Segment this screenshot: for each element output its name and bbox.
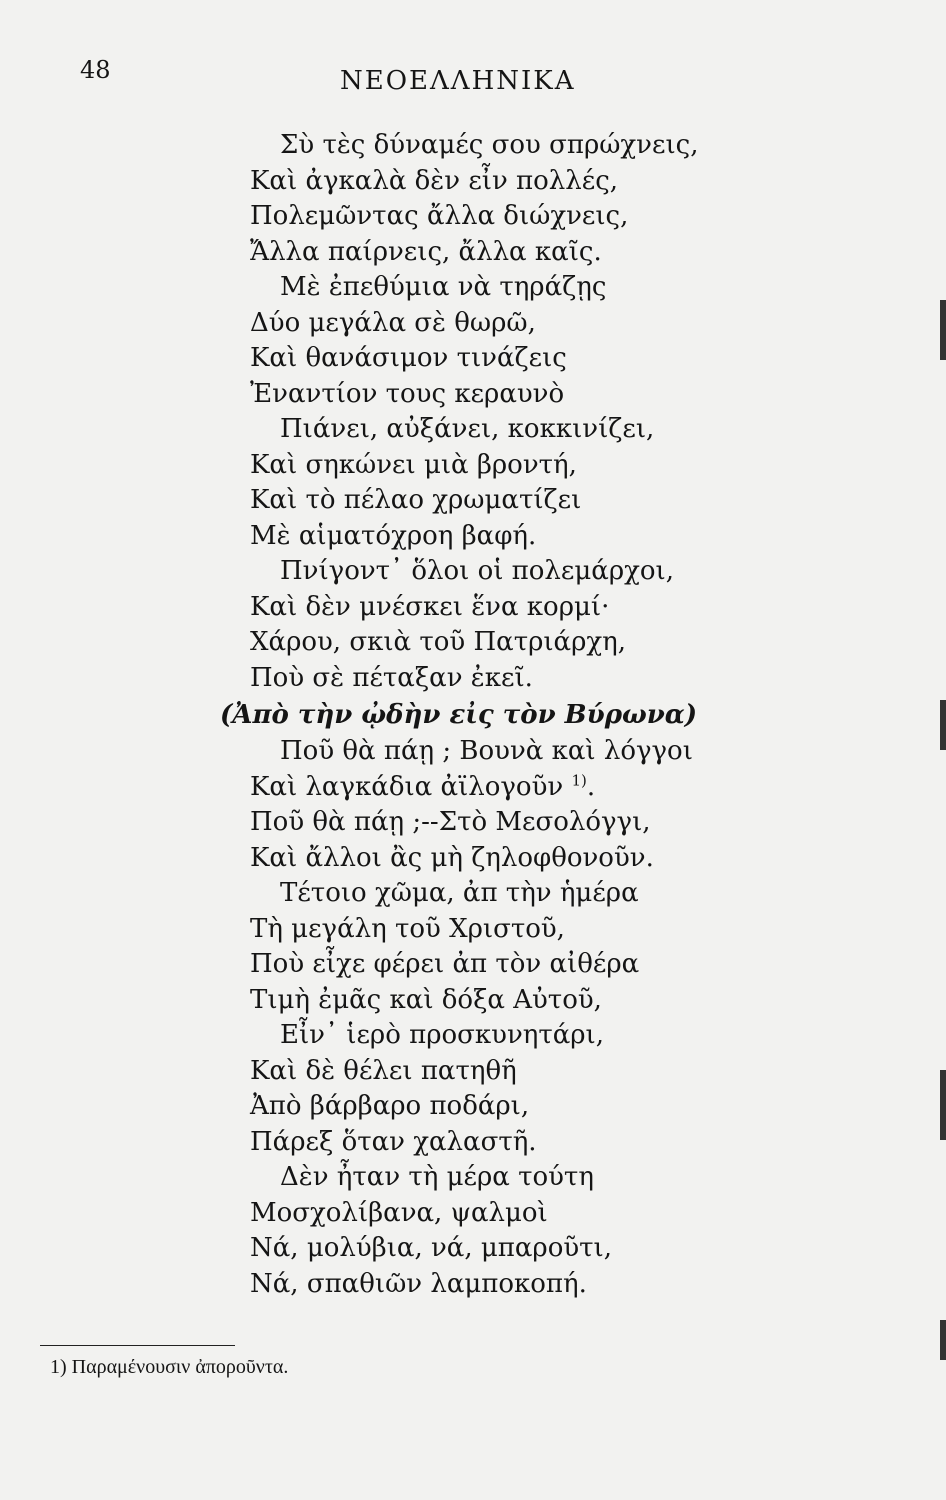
- running-head: ΝΕΟΕΛΛΗΝΙΚΑ: [340, 66, 576, 96]
- verse-line: Ποὺ εἶχε φέρει ἀπ τὸν αἰθέρα: [250, 949, 640, 979]
- verse-line: Καὶ δὲ θέλει πατηθῆ: [250, 1055, 517, 1086]
- verse-line: Ἄλλα παίρνεις, ἄλλα καῖς.: [250, 236, 602, 267]
- stanza: [250, 554, 890, 696]
- verse-line: Σὺ τὲς δύναμές σου σπρώχνεις,: [280, 130, 699, 160]
- verse-line: Ποῦ θὰ πάῃ ;--Στὸ Μεσολόγγι,: [250, 807, 651, 837]
- stanza: [250, 128, 890, 270]
- verse-line: Δύο μεγάλα σὲ θωρῶ,: [250, 307, 536, 338]
- verse-punctuation: .: [586, 771, 596, 802]
- scan-edge-mark: [940, 700, 946, 750]
- verse-line: Ποὺ σὲ πέταξαν ἐκεῖ.: [250, 662, 533, 693]
- footnote-reference: 1): [571, 770, 587, 789]
- verse-line: Καὶ ἀγκαλὰ δὲν εἶν πολλές,: [250, 165, 619, 196]
- verse-line: Τέτοιο χῶμα, ἀπ τὴν ἡμέρα: [280, 878, 639, 908]
- stanza: [250, 1160, 890, 1302]
- stanza: [250, 734, 890, 876]
- verse-line: Πιάνει, αὐξάνει, κοκκινίζει,: [280, 414, 655, 444]
- verse-line: Τὴ μεγάλη τοῦ Χριστοῦ,: [250, 913, 565, 944]
- scan-edge-mark: [940, 1320, 946, 1360]
- footnote: 1) Παραμένουσιν ἀποροῦντα.: [50, 1356, 289, 1378]
- scan-edge-mark: [940, 300, 946, 360]
- stanza: [250, 412, 890, 554]
- verse-line: Καὶ ἄλλοι ἂς μὴ ζηλοφθονοῦν.: [250, 842, 654, 873]
- verse-line: Ποῦ θὰ πάῃ ; Βουνὰ καὶ λόγγοι: [280, 736, 693, 766]
- footnote-divider: [40, 1345, 235, 1346]
- verse-line: Νά, μολύβια, νά, μπαροῦτι,: [250, 1233, 613, 1263]
- verse-line: Πολεμῶντας ἄλλα διώχνεις,: [250, 201, 629, 231]
- verse-line: Καὶ τὸ πέλαο χρωματίζει: [250, 485, 582, 515]
- stanza: [250, 876, 890, 1018]
- verse-line: Δὲν ἦταν τὴ μέρα τούτη: [280, 1162, 594, 1192]
- verse-line: Καὶ σηκώνει μιὰ βροντή,: [250, 449, 577, 480]
- verse-line: Καὶ δὲν μνέσκει ἕνα κορμί·: [250, 591, 610, 622]
- verse-line: Εἶν᾽ ἱερὸ προσκυνητάρι,: [280, 1020, 605, 1050]
- scan-edge-mark: [940, 1070, 946, 1140]
- verse-line: Ἀπὸ βάρβαρο ποδάρι,: [250, 1091, 530, 1121]
- poem-body: [220, 128, 890, 1302]
- section-subheading: (Ἀπὸ τὴν ᾠδὴν εἰς τὸν Βύρωνα): [220, 700, 698, 730]
- verse-line: Τιμὴ ἐμᾶς καὶ δόξα Αὐτοῦ,: [250, 984, 602, 1015]
- page-number: 48: [80, 56, 111, 84]
- verse-line: Ἐναντίον τους κεραυνὸ: [250, 378, 565, 409]
- stanza: [250, 1018, 890, 1160]
- verse-line: Πνίγοντ᾽ ὅλοι οἱ πολεμάρχοι,: [280, 556, 674, 586]
- verse-line: Μὲ ἐπεθύμια νὰ τηράζῃς: [280, 272, 607, 302]
- verse-line: Πάρεξ ὅταν χαλαστῆ.: [250, 1126, 537, 1157]
- verse-line: [250, 770, 890, 806]
- verse-line: Μοσχολίβανα, ψαλμοὶ: [250, 1197, 548, 1228]
- verse-line: Νά, σπαθιῶν λαμποκοπή.: [250, 1268, 587, 1299]
- verse-line: Καὶ θανάσιμον τινάζεις: [250, 343, 567, 373]
- stanza: [250, 270, 890, 412]
- verse-text: Καὶ λαγκάδια ἀϊλογοῦν: [250, 771, 564, 802]
- verse-line: Χάρου, σκιὰ τοῦ Πατριάρχη,: [250, 627, 626, 657]
- verse-line: Μὲ αἱματόχροη βαφή.: [250, 520, 537, 551]
